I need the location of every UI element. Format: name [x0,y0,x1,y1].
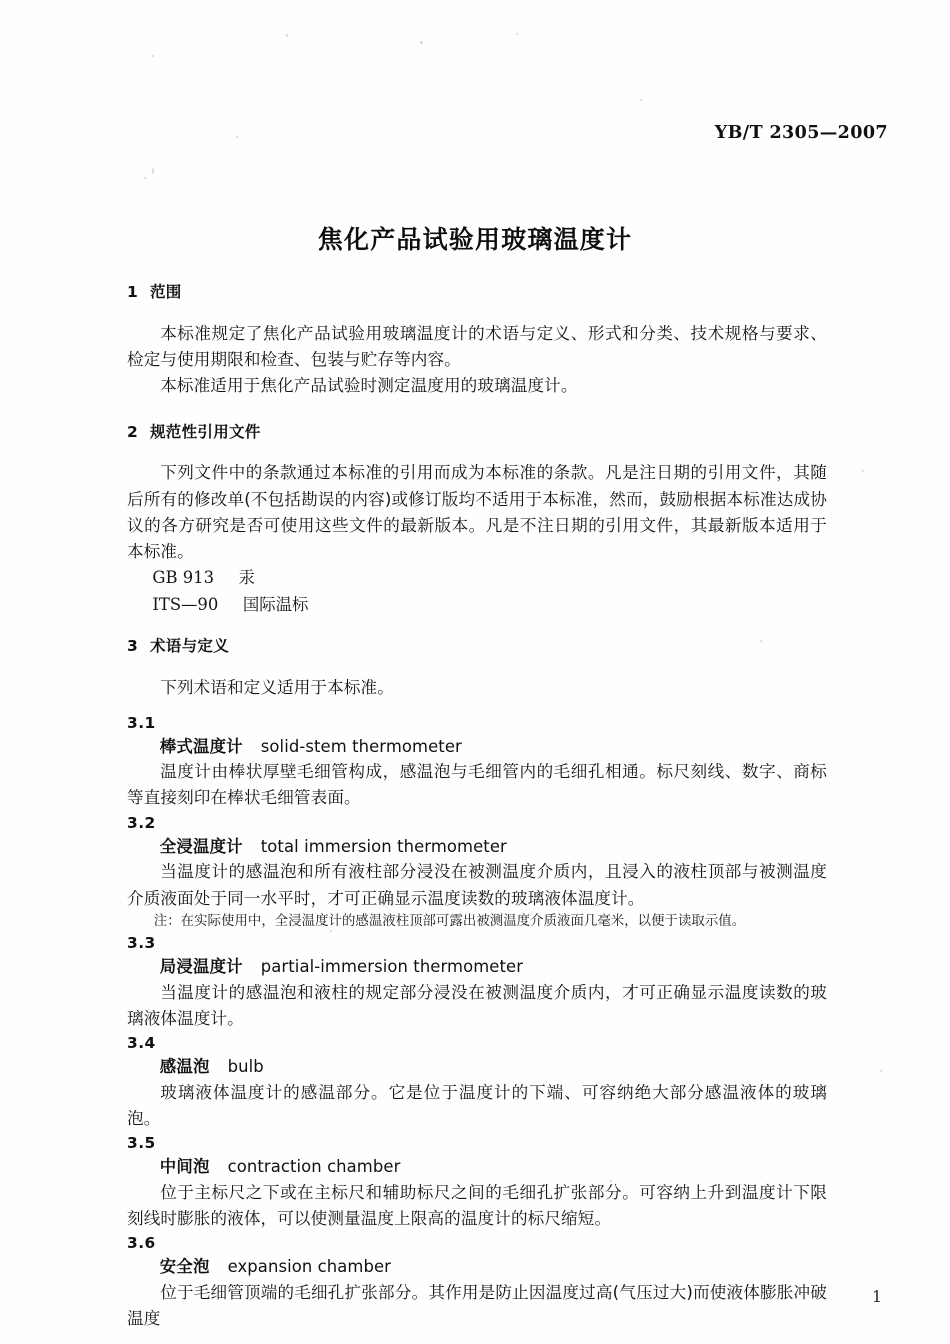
document-title: 焦化产品试验用玻璃温度计 [317,224,633,254]
section-title: 规范性引用文件 [150,422,261,441]
term-english: total immersion thermometer [260,836,507,856]
term-definition-heading [127,735,827,760]
term-chinese: 全浸温度计 [159,836,243,856]
term-definition-heading [127,835,827,860]
term-english: contraction chamber [227,1157,401,1177]
term-definition-heading [127,1255,827,1280]
term-chinese: 感温泡 [159,1057,210,1077]
section-title: 范围 [150,283,182,301]
clause-body: 玻璃液体温度计的感温部分。它是位于温度计的下端、可容纳绝大部分感温液体的玻璃泡。 [127,1082,827,1128]
section-number: 1 [127,283,139,301]
clause-body: 位于毛细管顶端的毛细孔扩张部分。其作用是防止因温度过高(气压过大)而使液体膨胀冲破温度 [127,1283,827,1329]
paragraph: 本标准适用于焦化产品试验时测定温度用的玻璃温度计。 [160,376,578,396]
reference-code: ITS—90 [152,594,219,614]
section-number: 2 [127,422,139,441]
paragraph: 下列文件中的条款通过本标准的引用而成为本标准的条款。凡是注日期的引用文件，其随后所有的修改单(不包括勘误的内容)或修订版均不适用于本标准，然而，鼓励根据本标准达成协议的各方研究是否可使用这些文件的最新版本。凡是不注日期的引用文件，其最新版本适用于本标准。 [127,463,827,562]
term-chinese: 局浸温度计 [159,957,243,977]
clause-number: 3.3 [127,933,156,952]
term-chinese: 安全泡 [159,1257,210,1277]
clause-body: 当温度计的感温泡和液柱的规定部分浸没在被测温度介质内，才可正确显示温度读数的玻璃液体温度计。 [127,982,827,1028]
term-definition-heading [127,1155,827,1180]
clause-number: 3.6 [127,1234,156,1253]
clause-number: 3.1 [127,713,156,732]
clause-number: 3.5 [127,1134,156,1153]
term-definition-heading [127,1055,827,1080]
document-body [127,282,827,1332]
term-chinese: 中间泡 [159,1157,210,1177]
standard-code-header: YB/T 2305—2007 [714,123,888,143]
term-chinese: 棒式温度计 [159,736,243,756]
section-heading-1 [127,282,827,303]
reference-name: 国际温标 [242,594,309,614]
term-english: solid-stem thermometer [260,736,462,756]
section-title: 术语与定义 [150,637,230,656]
clause-body: 位于主标尺之下或在主标尺和辅助标尺之间的毛细孔扩张部分。可容纳上升到温度计下限刻线时膨胀的液体，可以使测量温度上限高的温度计的标尺缩短。 [127,1182,827,1229]
reference-code: GB 913 [152,568,215,588]
section-number: 3 [127,637,139,656]
reference-name: 汞 [238,568,256,588]
clause-body: 当温度计的感温泡和所有液柱部分浸没在被测温度介质内，且浸入的液柱顶部与被测温度介质液面处于同一水平时，才可正确显示温度读数的玻璃液体温度计。 [127,862,827,908]
term-english: partial-immersion thermometer [260,957,524,977]
paragraph: 本标准规定了焦化产品试验用玻璃温度计的术语与定义、形式和分类、技术规格与要求、检定与使用期限和检查、包装与贮存等内容。 [127,323,827,370]
clause-number: 3.4 [127,1034,156,1053]
clause-number: 3.2 [127,813,156,832]
paragraph: 下列术语和定义适用于本标准。 [160,678,394,698]
normative-reference [127,592,827,619]
term-english: bulb [227,1057,264,1077]
section-heading-3 [127,636,827,657]
clause-note: 注：在实际使用中，全浸温度计的感温液柱顶部可露出被测温度介质液面几毫米，以便于读取示值。 [153,913,746,929]
clause-body: 温度计由棒状厚壁毛细管构成，感温泡与毛细管内的毛细孔相通。标尺刻线、数字、商标等直接刻印在棒状毛细管表面。 [127,762,827,808]
term-definition-heading [127,955,827,980]
term-english: expansion chamber [227,1257,391,1277]
normative-reference [127,565,827,592]
page-number: 1 [871,1287,882,1306]
section-heading-2 [127,422,827,443]
